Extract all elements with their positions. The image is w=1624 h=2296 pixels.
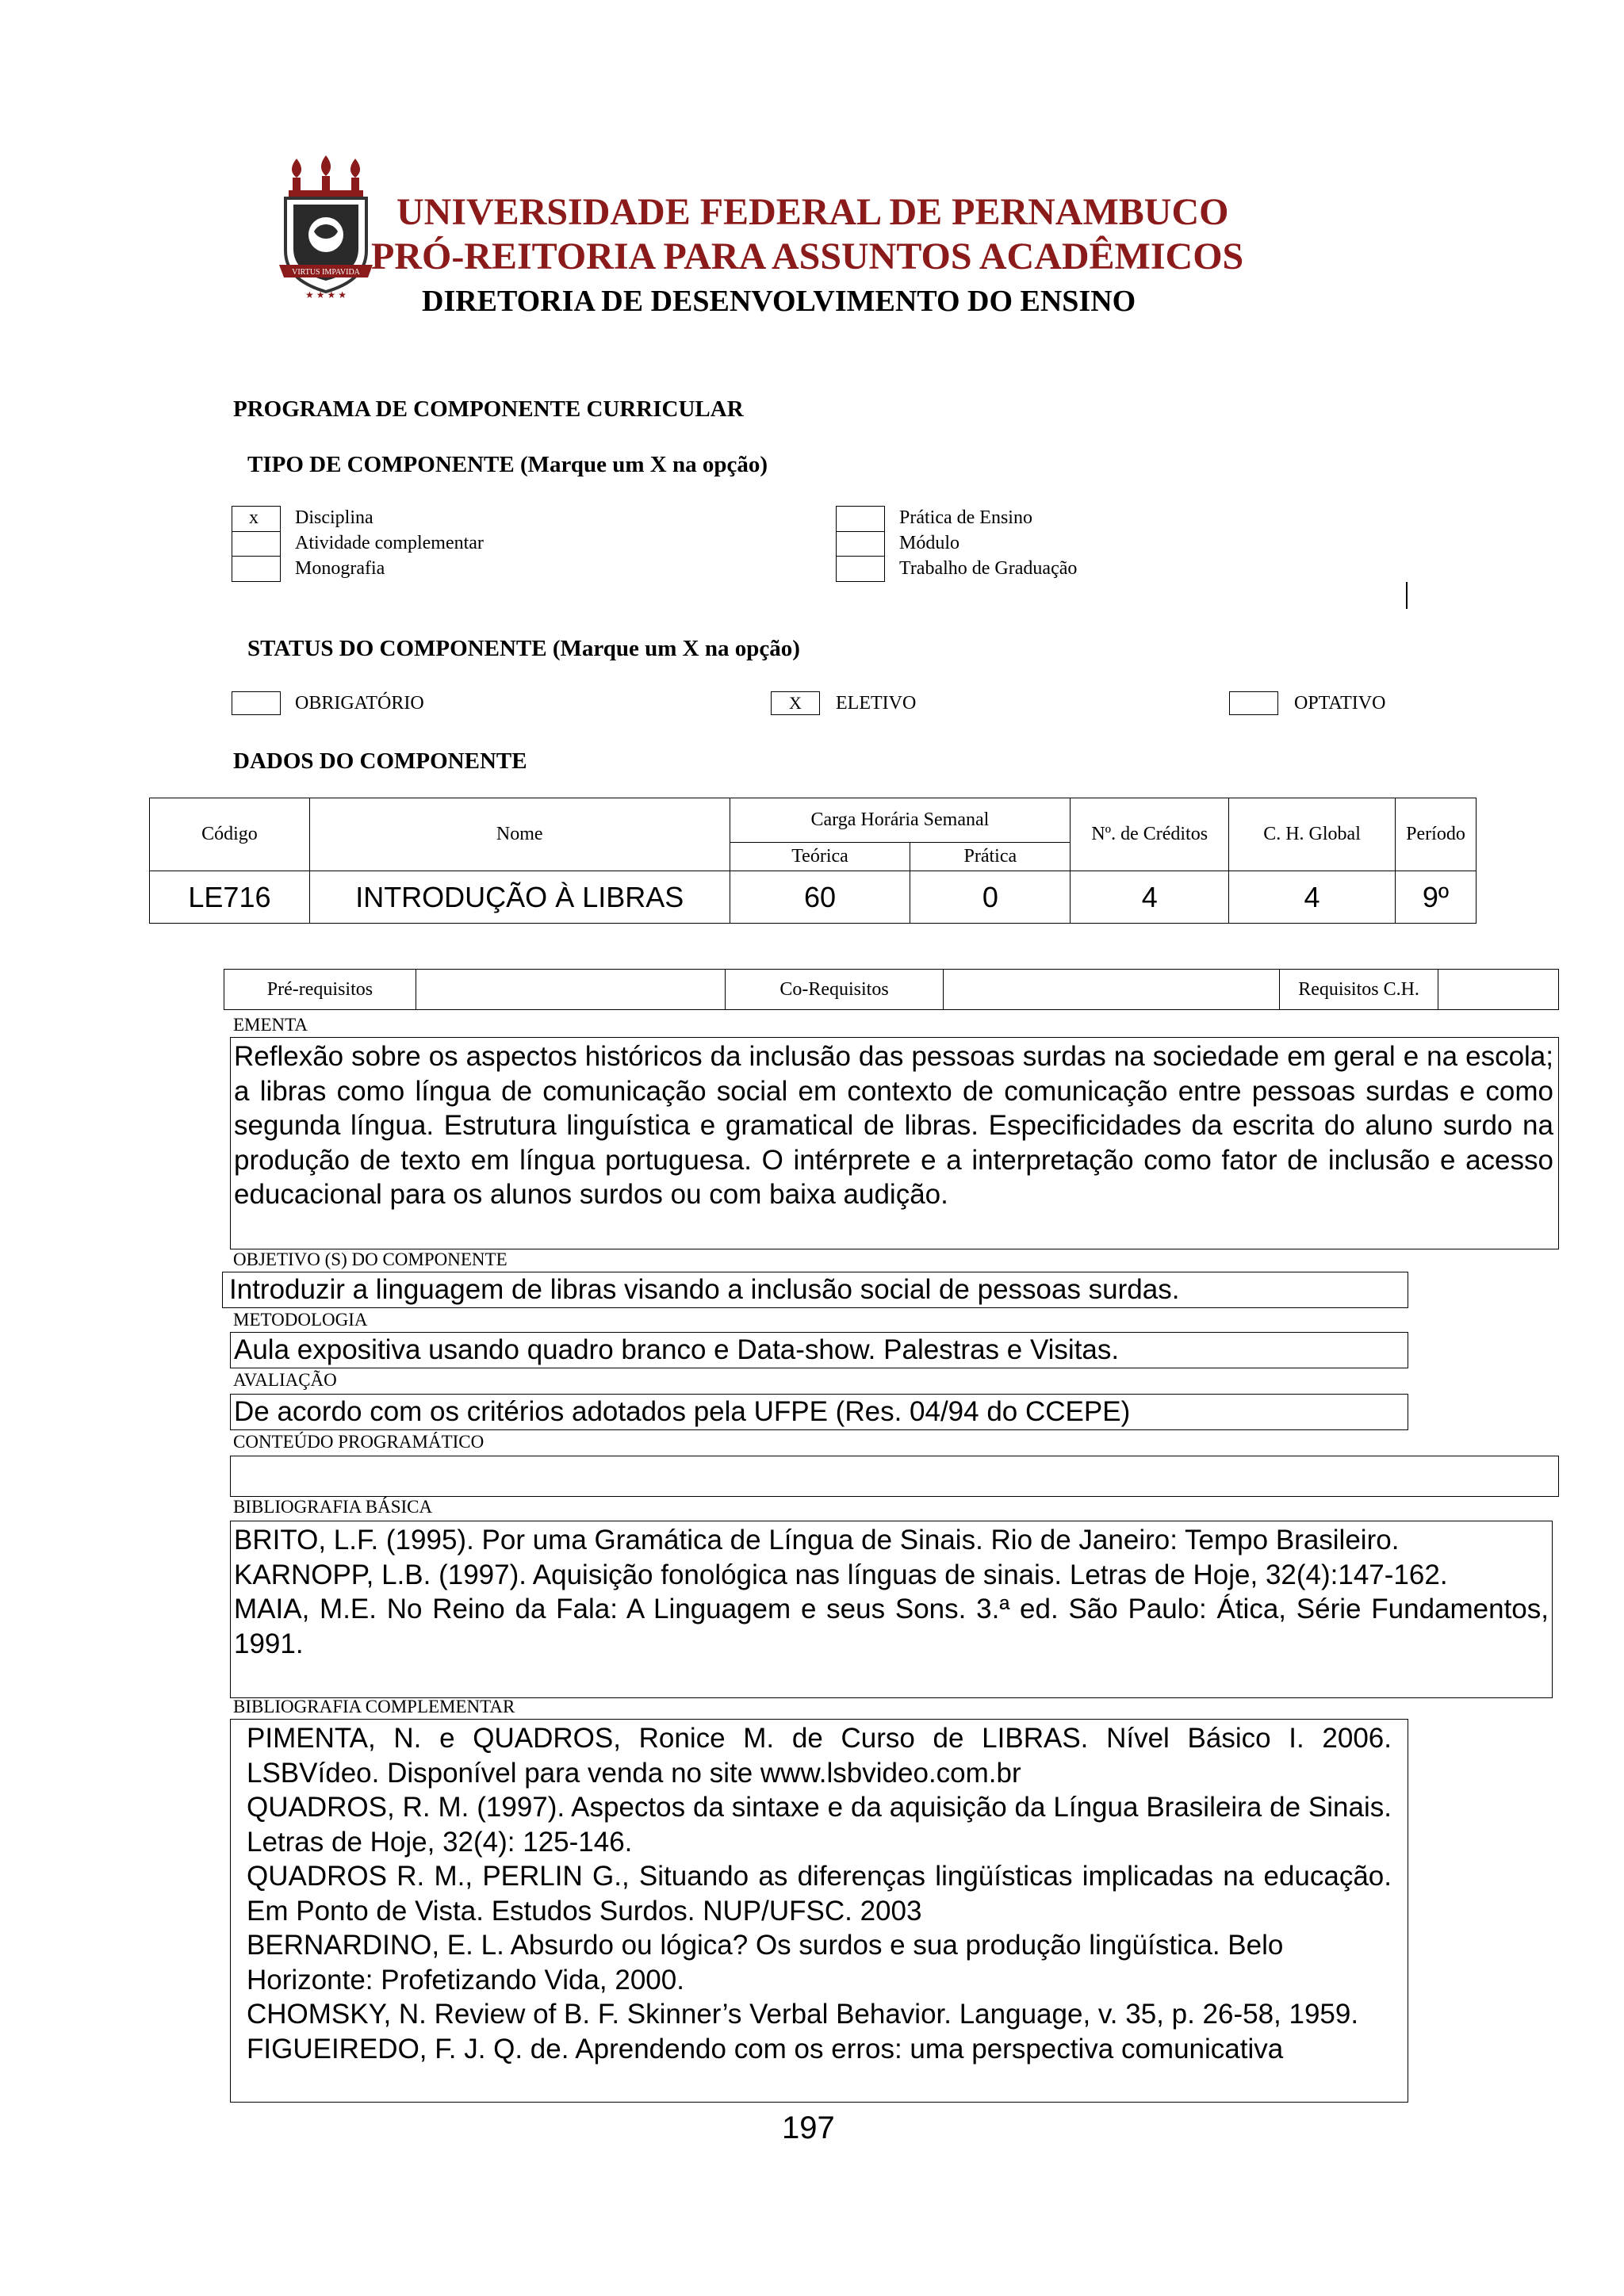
checkbox-eletivo[interactable]: X [771, 691, 820, 715]
value-codigo: LE716 [150, 871, 310, 924]
bib-complementar-item: QUADROS, R. M. (1997). Aspectos da sintaxe e da aquisição da Língua Brasileira de Sinais. Letras de Hoje, 32(4): 125-146. [247, 1792, 1392, 1858]
objetivo-text: Introduzir a linguagem de libras visando a inclusão social de pessoas surdas. [229, 1274, 1180, 1305]
avaliacao-box [230, 1394, 1408, 1430]
bib-complementar-item: FIGUEIREDO, F. J. Q. de. Aprendendo com os erros: uma perspectiva comunicativa [247, 2033, 1284, 2064]
dados-heading: DADOS DO COMPONENTE [233, 748, 527, 774]
avaliacao-text: De acordo com os critérios adotados pela UFPE (Res. 04/94 do CCEPE) [234, 1396, 1131, 1427]
bib-basica-box [230, 1521, 1553, 1698]
label-pre-requisitos: Pré-requisitos [224, 970, 416, 1010]
value-teorica: 60 [730, 871, 910, 924]
metodologia-box [230, 1332, 1408, 1368]
option-monografia: Monografia [295, 558, 385, 579]
checkbox-disciplina-mark[interactable]: x [249, 507, 259, 528]
university-title: UNIVERSIDADE FEDERAL DE PERNAMBUCO [396, 191, 1229, 233]
requisitos-table [224, 969, 1559, 1010]
checkbox-obrigatorio[interactable] [232, 691, 281, 715]
conteudo-label: CONTEÚDO PROGRAMÁTICO [233, 1432, 485, 1452]
objetivo-label: OBJETIVO (S) DO COMPONENTE [233, 1249, 508, 1269]
metodologia-text: Aula expositiva usando quadro branco e Data-show. Palestras e Visitas. [234, 1334, 1120, 1365]
header-periodo: Período [1395, 798, 1476, 871]
bib-complementar-box [230, 1719, 1408, 2103]
header-teorica: Teórica [730, 843, 910, 871]
option-eletivo: ELETIVO [836, 693, 917, 714]
header-codigo: Código [150, 798, 310, 871]
component-data-table [149, 798, 1477, 924]
header-ch-global: C. H. Global [1229, 798, 1396, 871]
bib-complementar-item: CHOMSKY, N. Review of B. F. Skinner’s Verbal Behavior. Language, v. 35, p. 26-58, 1959. [247, 1999, 1359, 2030]
header-pratica: Prática [910, 843, 1071, 871]
directorate-title: DIRETORIA DE DESENVOLVIMENTO DO ENSINO [422, 285, 1136, 318]
value-periodo: 9º [1395, 871, 1476, 924]
svg-text:VIRTUS IMPAVIDA: VIRTUS IMPAVIDA [292, 268, 360, 277]
option-disciplina: Disciplina [295, 507, 373, 528]
header-creditos: Nº. de Créditos [1071, 798, 1229, 871]
bib-complementar-label: BIBLIOGRAFIA COMPLEMENTAR [233, 1697, 515, 1716]
value-creditos: 4 [1071, 871, 1229, 924]
value-co-requisitos[interactable] [944, 970, 1280, 1010]
option-optativo: OPTATIVO [1294, 693, 1386, 714]
bib-basica-item: BRITO, L.F. (1995). Por uma Gramática de Língua de Sinais. Rio de Janeiro: Tempo Brasileiro. [234, 1525, 1400, 1556]
bib-complementar-item: QUADROS R. M., PERLIN G., Situando as diferenças lingüísticas implicadas na educação. Em Ponto de Vista. Estudos Surdos. NUP/UFSC. 2003 [247, 1861, 1392, 1927]
label-co-requisitos: Co-Requisitos [725, 970, 944, 1010]
label-requisitos-ch: Requisitos C.H. [1280, 970, 1438, 1010]
bib-complementar-item: BERNARDINO, E. L. Absurdo ou lógica? Os surdos e sua produção lingüística. Belo Horizonte: Profetizando Vida, 2000. [247, 1930, 1284, 1996]
metodologia-label: METODOLOGIA [233, 1310, 368, 1330]
value-pratica: 0 [910, 871, 1071, 924]
ementa-text: Reflexão sobre os aspectos históricos da inclusão das pessoas surdas na sociedade em geral e na escola; a libras como língua de comunicação social em contexto de comunicação entre pessoas surdas e como segunda língua. Estrutura linguística e gramatical de libras. Especificidades da escrita do aluno surdo na produção de texto em língua portuguesa. O intérprete e a interpretação como fator de inclusão e acesso educacional para os alunos surdos ou com baixa audição. [234, 1041, 1553, 1210]
ementa-label: EMENTA [233, 1015, 308, 1035]
svg-text:★ ★ ★ ★: ★ ★ ★ ★ [304, 289, 347, 300]
value-ch-global: 4 [1229, 871, 1396, 924]
option-modulo: Módulo [899, 533, 960, 553]
bib-basica-item: KARNOPP, L.B. (1997). Aquisição fonológica nas línguas de sinais. Letras de Hoje, 32(4):147-162. [234, 1559, 1448, 1590]
bib-complementar-item: PIMENTA, N. e QUADROS, Ronice M. de Curso de LIBRAS. Nível Básico I. 2006. LSBVídeo. Disponível para venda no site www.lsbvideo.com.br [247, 1723, 1392, 1789]
value-nome: INTRODUÇÃO À LIBRAS [309, 871, 730, 924]
option-pratica-de-ensino: Prática de Ensino [899, 507, 1032, 528]
torch-icon [289, 155, 363, 197]
stray-mark [1406, 582, 1408, 609]
conteudo-box [230, 1456, 1559, 1497]
checkbox-optativo[interactable] [1229, 691, 1278, 715]
pro-rectorate-title: PRÓ-REITORIA PARA ASSUNTOS ACADÊMICOS [371, 235, 1244, 277]
ementa-box [230, 1037, 1559, 1249]
objetivo-box [222, 1272, 1408, 1308]
ufpe-logo [279, 155, 373, 301]
status-heading: STATUS DO COMPONENTE (Marque um X na opção) [247, 636, 800, 661]
value-requisitos-ch[interactable] [1438, 970, 1559, 1010]
bib-basica-item: MAIA, M.E. No Reino da Fala: A Linguagem e seus Sons. 3.ª ed. São Paulo: Ática, Série Fundamentos, 1991. [234, 1594, 1549, 1659]
option-atividade-complementar: Atividade complementar [295, 533, 484, 553]
value-pre-requisitos[interactable] [416, 970, 725, 1010]
program-title: PROGRAMA DE COMPONENTE CURRICULAR [233, 396, 744, 422]
page-number: 197 [782, 2110, 835, 2145]
avaliacao-label: AVALIAÇÃO [233, 1370, 337, 1390]
option-trabalho-de-graduacao: Trabalho de Graduação [899, 558, 1078, 579]
option-obrigatorio: OBRIGATÓRIO [295, 693, 424, 714]
tipo-heading: TIPO DE COMPONENTE (Marque um X na opção) [247, 452, 768, 477]
bib-basica-label: BIBLIOGRAFIA BÁSICA [233, 1497, 433, 1517]
header-nome: Nome [309, 798, 730, 871]
header-carga-horaria: Carga Horária Semanal [730, 798, 1071, 843]
